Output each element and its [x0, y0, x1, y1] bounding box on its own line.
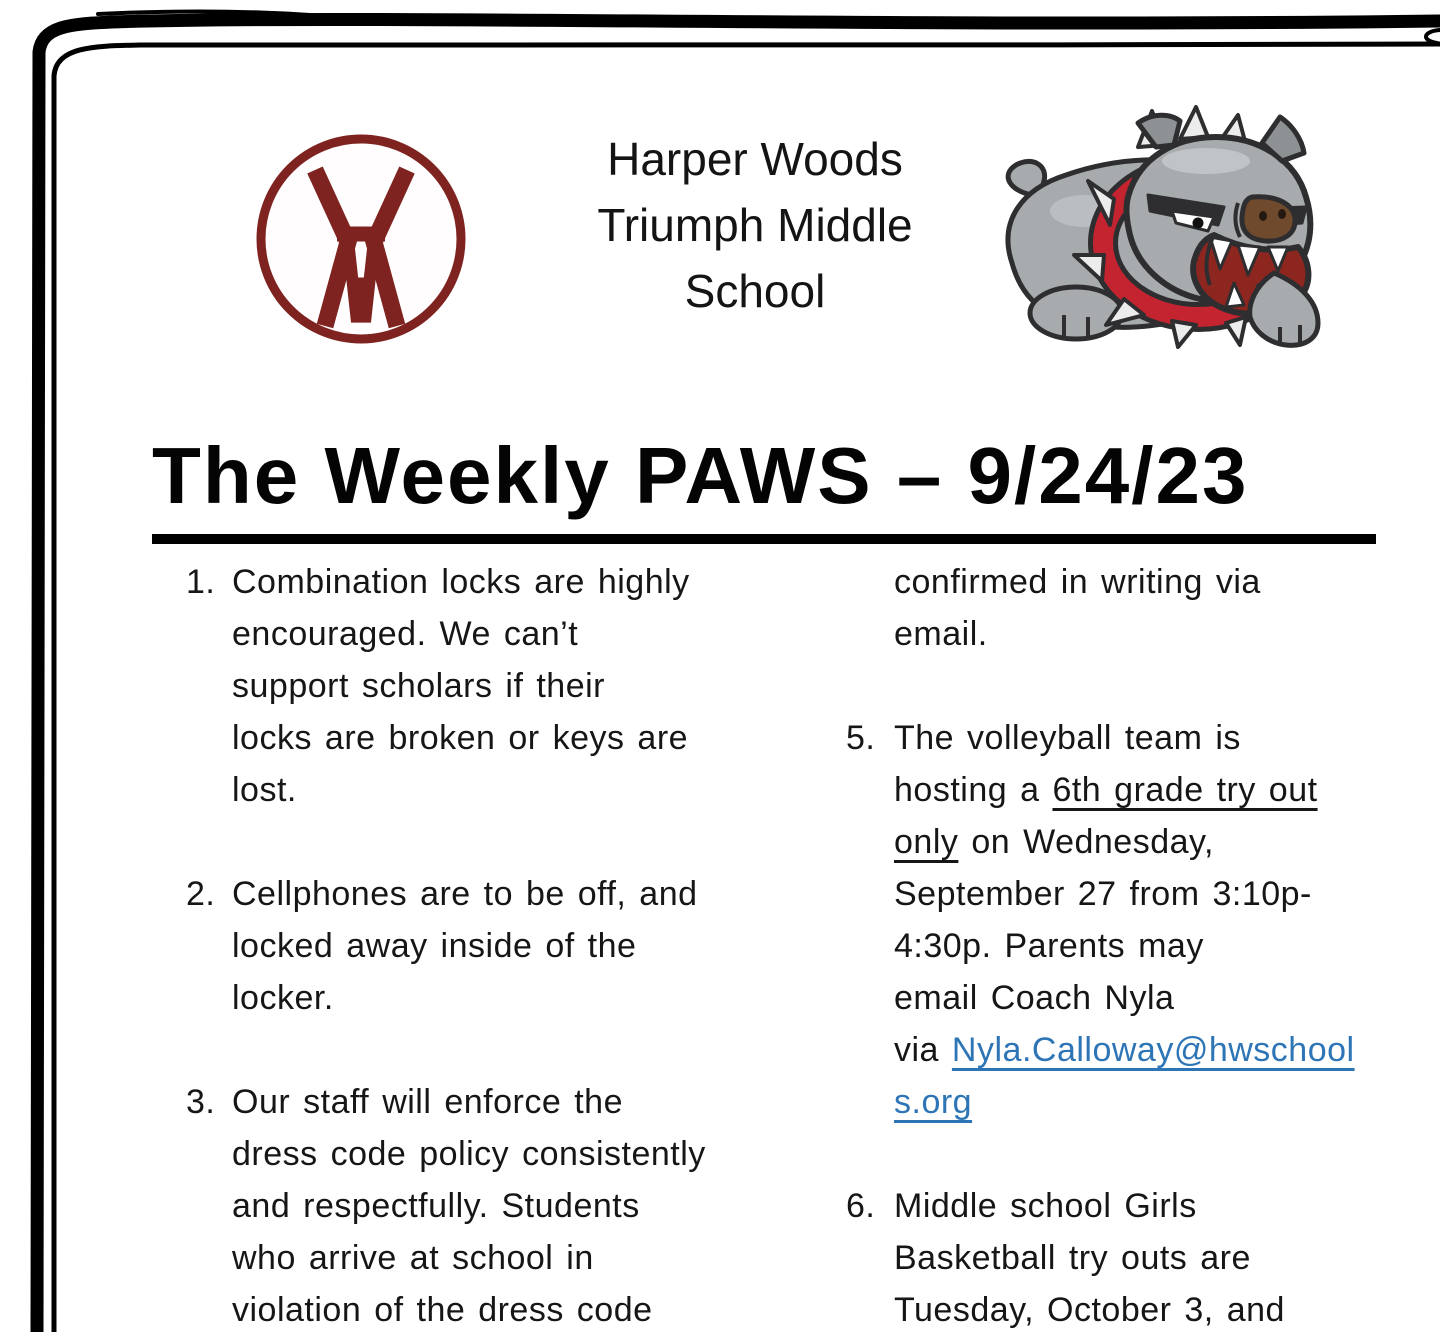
item-number: 2. — [186, 875, 216, 913]
text-line — [894, 764, 1406, 816]
text-line: Tuesday, October 3, and — [894, 1291, 1285, 1329]
school-name — [505, 126, 1005, 324]
text-line: locker. — [232, 979, 334, 1017]
bulldog-mascot-icon — [988, 102, 1344, 352]
text-line — [894, 1076, 1406, 1128]
school-name-line: Triumph Middle — [597, 199, 913, 251]
right-column — [846, 556, 1406, 1336]
school-name-line: Harper Woods — [607, 133, 903, 185]
text-line: lost. — [232, 771, 297, 809]
text-line: Combination locks are highly — [232, 563, 690, 601]
text-line: support scholars if their — [232, 667, 605, 705]
list-item-2 — [186, 868, 786, 1024]
text-segment: on Wednesday, — [958, 823, 1214, 861]
item-number: 6. — [846, 1187, 876, 1225]
text-line: who arrive at school in — [232, 1239, 594, 1277]
text-line: encouraged. We can’t — [232, 615, 579, 653]
text-line: email Coach Nyla — [894, 979, 1175, 1017]
list-item-5 — [846, 712, 1406, 1128]
text-line: dress code policy consistently — [232, 1135, 706, 1173]
text-line: locked away inside of the — [232, 927, 637, 965]
text-line: email. — [894, 615, 988, 653]
text-line: and respectfully. Students — [232, 1187, 640, 1225]
item-number: 5. — [846, 719, 876, 757]
item-number: 1. — [186, 563, 216, 601]
text-line: confirmed in writing via — [894, 563, 1261, 601]
list-item-1 — [186, 556, 786, 816]
underlined-text: only — [894, 823, 959, 861]
text-line: locks are broken or keys are — [232, 719, 689, 757]
text-line: The volleyball team is — [894, 719, 1241, 757]
text-line: 4:30p. Parents may — [894, 927, 1204, 965]
list-item-6 — [846, 1180, 1406, 1336]
text-segment: via — [894, 1031, 952, 1069]
coach-email-link-wrap[interactable]: s.org — [894, 1083, 973, 1121]
hw-monogram-logo-icon — [252, 130, 470, 348]
underlined-text: 6th grade try out — [1052, 771, 1318, 809]
newsletter-title: The Weekly PAWS – 9/24/23 — [152, 430, 1376, 544]
item-number: 3. — [186, 1083, 216, 1121]
coach-email-link[interactable]: Nyla.Calloway@hwschool — [951, 1031, 1355, 1069]
text-line: September 27 from 3:10p- — [894, 875, 1312, 913]
list-item-3 — [186, 1076, 786, 1336]
left-column — [186, 556, 786, 1336]
school-name-line: School — [684, 265, 826, 317]
text-line — [894, 816, 1406, 868]
text-line: Middle school Girls — [894, 1187, 1197, 1225]
text-line: Cellphones are to be off, and — [232, 875, 698, 913]
text-line — [894, 1024, 1406, 1076]
text-line: Our staff will enforce the — [232, 1083, 623, 1121]
text-line: violation of the dress code — [232, 1291, 653, 1329]
list-item-4-continuation — [846, 556, 1406, 660]
text-line: Basketball try outs are — [894, 1239, 1251, 1277]
text-segment: hosting a — [894, 771, 1053, 809]
